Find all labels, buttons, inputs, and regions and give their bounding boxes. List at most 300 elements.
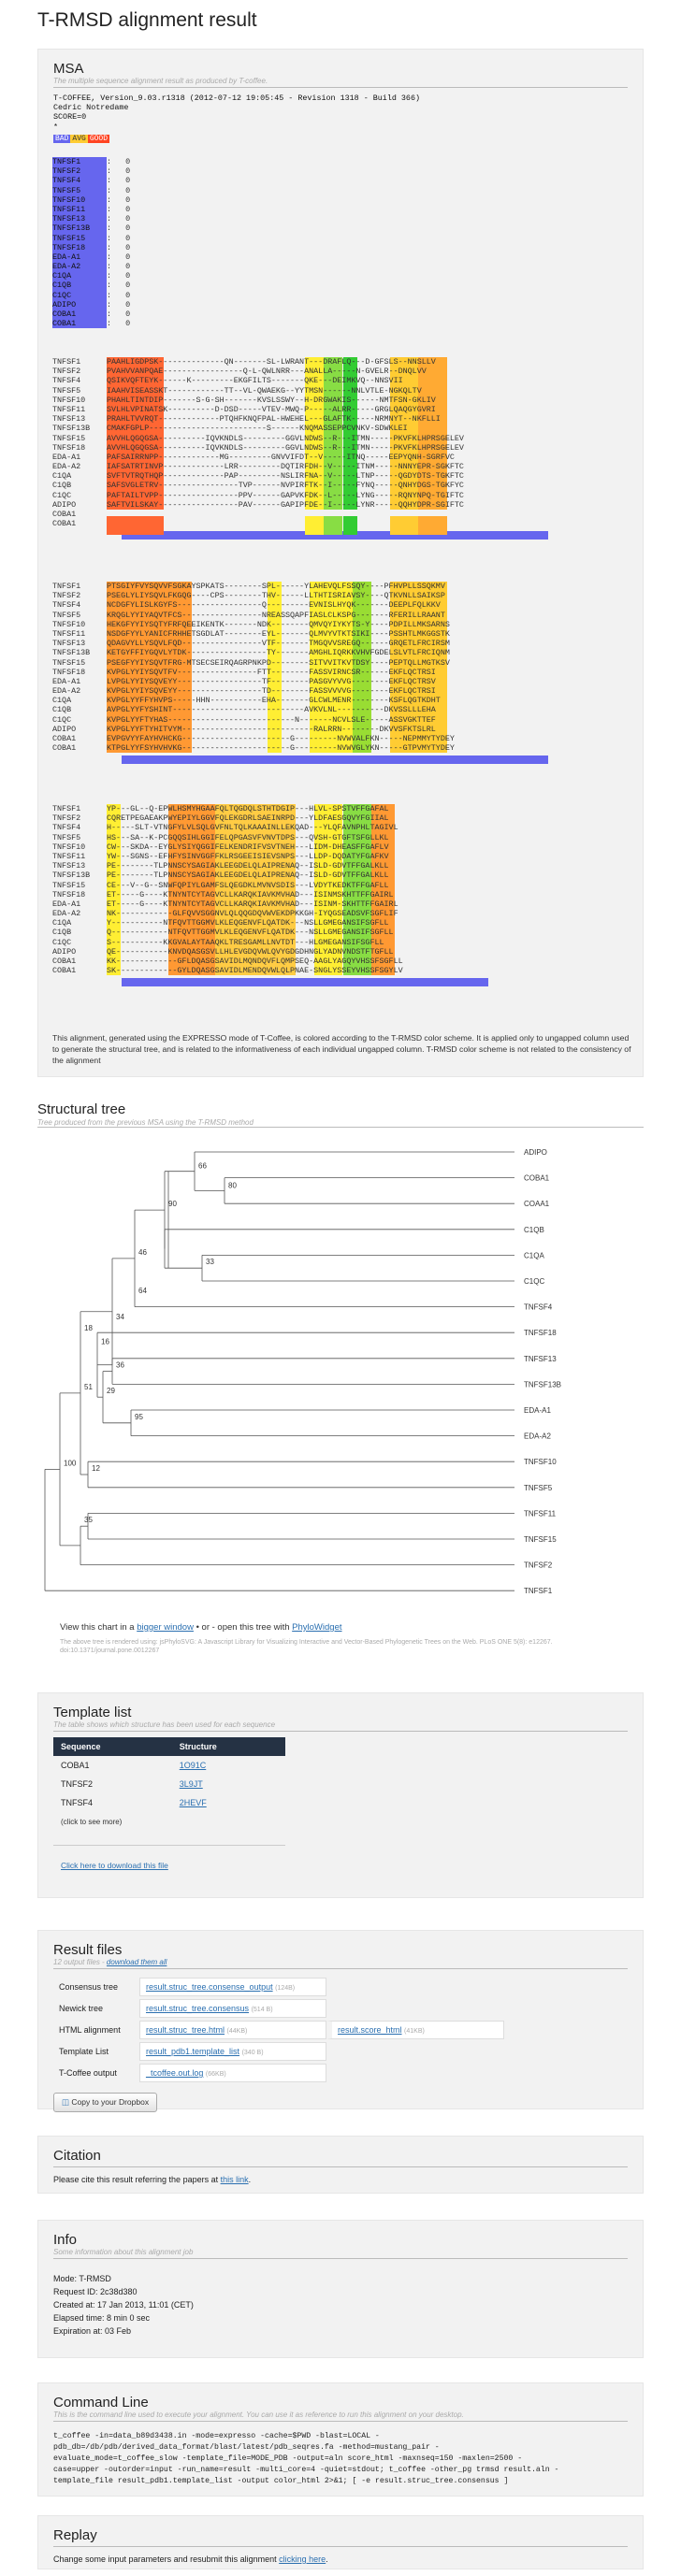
sequence-residues: QSIKVQFTEYK------K---------EKGFILTS-------QKE---DEIMKVQ--NNSVII <box>107 376 403 386</box>
sequence-residues: CW---SKDA--EYGLYSIYQGGIFELKENDRIFVSVTNEH---LIDM-DHEASFFGAFLV <box>107 842 389 852</box>
sequence-name: COBA1 <box>52 743 77 754</box>
alignment-row <box>52 899 488 909</box>
sequence-name: COBA1 <box>52 734 77 743</box>
info-elapsed: Elapsed time: 8 min 0 sec <box>53 2313 151 2323</box>
sequence-residues: PTSGIYFVYSQVVFSGKAYSPKATS--------SPL------YLAHEVQLFSSQY----PFHVPLLSSQKMV <box>107 582 445 591</box>
download-template-link[interactable]: Click here to download this file <box>61 1861 168 1870</box>
alignment-row <box>52 668 548 677</box>
sequence-residues: SAFTVILSKAY-----------------PAV------GAPIPFDE--I-----LYNR-----QQHYDPR-SGIFTC <box>107 499 464 510</box>
alignment-row <box>52 510 548 519</box>
msa-header-line: Cedric Notredame <box>53 103 129 113</box>
score-seq-name: TNFSF13 <box>52 214 107 223</box>
score-row <box>52 157 130 166</box>
sequence-name: TNFSF18 <box>52 889 86 899</box>
bigger-window-link[interactable]: bigger window <box>137 1622 194 1633</box>
msa-note: This alignment, generated using the EXPRESSO mode of T-Coffee, is colored according to the T-RMSD color scheme. It is applied only to ungapped column used to generate the structural tree, and is related to the informativeness of each individual ungapped column. T-RMSD color scheme is not related to the consistency of the alignment <box>52 1033 631 1065</box>
sequence-residues: SAFSVGLETRV-----------------TVP------NVPIRFTK--I-----FYNQ-----QNHYDGS-TGKFYC <box>107 481 464 491</box>
structure-link[interactable]: 1O91C <box>179 1761 207 1770</box>
sequence-residues: SK-------------GYLDQASGSAVIDLMENDQVWLQLPNAE-SNGLYSSEYVHSSFSGYLV <box>107 966 403 976</box>
sequence-name: TNFSF13B <box>52 871 91 881</box>
info-mode: Mode: T-RMSD <box>53 2274 111 2283</box>
sequence-name: TNFSF11 <box>52 404 86 414</box>
alignment-row <box>52 462 548 471</box>
score-value: : 0 <box>107 299 131 309</box>
alignment-row <box>52 696 548 705</box>
download-all-link[interactable]: download them all <box>106 1958 167 1966</box>
score-seq-name: TNFSF4 <box>52 176 107 185</box>
sequence-name: COBA1 <box>52 966 77 976</box>
msa-header-line: T-COFFEE, Version_9.03.r1318 (2012-07-12 19:05:45 - Revision 1318 - Build 366) <box>53 94 421 103</box>
score-seq-name: TNFSF2 <box>52 166 107 176</box>
score-row <box>52 166 130 176</box>
score-seq-name: TNFSF18 <box>52 243 107 252</box>
score-value: : 0 <box>107 252 131 262</box>
sequence-name: TNFSF15 <box>52 657 86 668</box>
sequence-name: EDA-A2 <box>52 686 81 697</box>
score-value: : 0 <box>107 319 131 329</box>
alignment-row <box>52 871 488 880</box>
score-value: : 0 <box>107 271 131 281</box>
score-value: : 0 <box>107 185 131 195</box>
sequence-residues: IAAHVISEASSKT------------TT--VL-QWAEKG--YYTMSN------NNLVTLE-NGKQLTV <box>107 385 422 396</box>
template-section <box>37 1692 644 1898</box>
seq-cell: COBA1 <box>61 1761 90 1770</box>
alignment-row <box>52 677 548 686</box>
results-count: 12 output files - <box>53 1958 107 1966</box>
bootstrap-value: 46 <box>138 1247 147 1257</box>
sequence-residues: KRQGLYYIYAQVTFCS-----------------NREASSQAPFIASLCLKSPG-------RFERILLRAANT <box>107 610 445 620</box>
citation-link[interactable]: this link <box>220 2175 249 2184</box>
score-row <box>52 252 130 262</box>
file-label: Template List <box>59 2047 109 2056</box>
tree-leaf-label: TNFSF18 <box>524 1329 557 1338</box>
sequence-residues: YP---GL--Q-EPWLHSMYHGAAFQLTQGDQLSTHTDGIP---HLVL-SPSTVFFGAFAL <box>107 804 389 813</box>
sequence-name: COBA1 <box>52 510 77 519</box>
tree-leaf-label: COBA1 <box>524 1173 550 1183</box>
command-text: t_coffee -in=data_b89d3438.in -mode=expresso -cache=$PWD -blast=LOCAL - pdb_db=/db/pdb/derived_data_format/blast/latest/pdb_seqres.fa -method=mustang_pair - evaluate_mode=t_coffee_slow -template_file=MODE_PDB -output=aln score_html -maxnseq=150 -maxlen=2500 - case=upper -outorder=input -run_name=result -multi_core=4 -quiet=stdout; t_coffee -other_pg trmsd result.aln - template_file result_pdb1.template_list -output color_html 2>&1; [ -e result.struc_tree.consensus ] <box>53 2432 559 2485</box>
msa-legend <box>53 135 628 143</box>
alignment-row <box>52 842 488 852</box>
score-value: : 0 <box>107 166 131 177</box>
conservation-highlight <box>418 424 446 433</box>
citation-section <box>37 2136 644 2194</box>
sequence-name: EDA-A1 <box>52 899 81 909</box>
alignment-row <box>52 443 548 453</box>
conservation-highlight <box>305 525 324 535</box>
score-row <box>52 223 130 233</box>
alignment-row <box>52 620 548 629</box>
conservation-highlight <box>107 525 164 535</box>
sequence-name: TNFSF13 <box>52 861 86 871</box>
score-value: : 0 <box>107 242 131 252</box>
file-link[interactable]: result.struc_tree.consense_output <box>146 1982 273 1992</box>
alignment-block-1 <box>52 357 548 540</box>
sequence-residues: H-----SLT-VTNGFYLVLSQLGVFNLTQLKAAAINLLEKQAD---YLQFAVNPHLTAGIVL <box>107 823 398 833</box>
info-expiration: Expiration at: 03 Feb <box>53 2326 132 2336</box>
dropbox-icon: ◫ <box>62 2097 70 2107</box>
score-value: : 0 <box>107 262 131 272</box>
alignment-row <box>52 833 488 842</box>
alignment-row <box>52 629 548 639</box>
sequence-name: C1QC <box>52 714 72 725</box>
sequence-name: EDA-A1 <box>52 452 81 462</box>
alignment-row <box>52 909 488 918</box>
table-row <box>53 2064 504 2082</box>
legend-bad: BAD <box>55 134 69 143</box>
sequence-name: TNFSF13 <box>52 639 86 649</box>
consensus-bar <box>122 756 548 764</box>
sequence-residues: KVPGLYYFTYHAS---------------------------N-------NCVLSLE-----ASSVGKTTEF <box>107 714 436 725</box>
sequence-residues: EVPGVYYFAYHVHCKG-----------------------G---------NVWVALFKN-----NEPMMYTYDEY <box>107 734 455 743</box>
command-subtitle: This is the command line used to execute your alignment. You can use it as reference to run this alignment on your desktop. <box>53 2411 628 2422</box>
tree-leaf-label: TNFSF11 <box>524 1509 557 1518</box>
conservation-highlight <box>324 525 342 535</box>
sequence-residues: NCDGFYLISLKGYFS------------------Q---------EVNISLHYQK-------DEEPLFQLKKV <box>107 600 441 611</box>
see-more[interactable]: (click to see more) <box>61 1818 123 1826</box>
sequence-name: TNFSF13B <box>52 648 91 658</box>
alignment-row <box>52 928 488 937</box>
alignment-row <box>52 396 548 405</box>
sequence-residues: IAFSATRTINVP-------------LRR---------DQTIRFDH--V-----ITNM-----NNNYEPR-SGKFTC <box>107 462 464 472</box>
alignment-row <box>52 743 548 753</box>
score-seq-name: TNFSF10 <box>52 195 107 205</box>
score-row <box>52 214 130 223</box>
alignment-row <box>52 367 548 376</box>
sequence-name: ADIPO <box>52 724 77 734</box>
score-seq-name: C1QA <box>52 271 107 281</box>
msa-header-line: SCORE=0 <box>53 112 87 122</box>
sequence-residues: NK------------GLFQVVSGGNVLQLQQGDQVWVEKDPKKGH-IYQGSEADSVFSGFLIF <box>107 909 398 919</box>
template-title: Template list <box>53 1705 132 1720</box>
seq-cell: TNFSF2 <box>61 1779 94 1789</box>
sequence-residues: AVVHLQGQGSA----------IQVKNDLS---------GGVLNDWS--R---ITMN-----PKVFKLHPRSGELEV <box>107 442 464 453</box>
alignment-row <box>52 611 548 620</box>
alignment-row <box>52 376 548 385</box>
alignment-row <box>52 414 548 424</box>
alignment-row <box>52 861 488 871</box>
alignment-row <box>52 881 488 890</box>
sequence-name: TNFSF2 <box>52 813 81 824</box>
col-sequence: Sequence <box>53 1737 172 1756</box>
bootstrap-value: 64 <box>138 1286 147 1295</box>
table-row <box>53 1775 285 1793</box>
replay-prefix: Change some input parameters and resubmit this alignment <box>53 2554 280 2564</box>
tree-view-prefix: View this chart in a <box>60 1622 138 1633</box>
msa-header-line: * <box>53 122 59 132</box>
tree-leaf-label: COAA1 <box>524 1200 550 1209</box>
file-link[interactable]: result.struc_tree.consensus <box>146 2004 250 2013</box>
conservation-highlight <box>418 376 446 385</box>
dropbox-button[interactable] <box>53 2093 157 2112</box>
conservation-highlight <box>418 386 446 396</box>
sequence-residues: KVPGLYYIYSQVTFV-----------------FTT--------FASSVIRNCSR------EKFLQCTRSI <box>107 667 436 677</box>
score-row <box>52 234 130 243</box>
alignment-block-2 <box>52 582 548 764</box>
citation-text: Please cite this result referring the papers at this link. <box>53 2175 252 2184</box>
file-link[interactable]: result.score_html <box>338 2025 402 2035</box>
score-row <box>52 176 130 185</box>
sequence-residues: QE-----------KNVDQASGSVLLHLEVGDQVWLQVYGDGDHNGLYADNVNDSTFTGFLL <box>107 946 394 957</box>
bootstrap-value: 16 <box>101 1337 109 1346</box>
sequence-name: TNFSF13 <box>52 414 86 425</box>
sequence-residues: NSDGFYYLYANICFRHHETSGDLAT--------EYL-------QLMVYVTKTSIKI----PSSHTLMKGGSTK <box>107 628 450 639</box>
sequence-name: C1QC <box>52 937 72 947</box>
score-seq-name: EDA-A2 <box>52 262 107 271</box>
score-seq-name: TNFSF11 <box>52 205 107 214</box>
results-section <box>37 1930 644 2109</box>
sequence-name: TNFSF10 <box>52 842 86 852</box>
alignment-row <box>52 658 548 668</box>
alignment-row <box>52 725 548 734</box>
phylowidget-link[interactable]: PhyloWidget <box>292 1622 342 1633</box>
score-value: : 0 <box>107 176 131 186</box>
alignment-row <box>52 357 548 367</box>
score-value: : 0 <box>107 223 131 234</box>
sequence-name: ADIPO <box>52 499 77 510</box>
info-section <box>37 2220 644 2358</box>
citation-prefix: Please cite this result referring the papers at <box>53 2175 221 2184</box>
structure-link[interactable]: 2HEVF <box>179 1798 207 1807</box>
alignment-row <box>52 600 548 610</box>
score-row <box>52 319 130 328</box>
sequence-residues: PHAHLTINTDIP-------S-G-SH-------KVSLSSWY--H-DRGWAKIS------NMTFSN-GKLIV <box>107 395 436 405</box>
alignment-row <box>52 434 548 443</box>
sequence-residues: CQRETPEGAEAKPWYEPIYLGGVFQLEKGDRLSAEINRPD---YLDFAESGQVYFGIIAL <box>107 813 389 824</box>
file-link[interactable]: result.struc_tree.html <box>146 2025 225 2035</box>
sequence-name: C1QB <box>52 928 72 938</box>
alignment-block-3 <box>52 804 488 986</box>
alignment-row <box>52 813 488 823</box>
sequence-name: C1QB <box>52 481 72 491</box>
sequence-residues: HS---SA--K-PCGQQSIHLGGIFELQPGASVFVNVTDPS---QVSH-GTGFTSFGLLKL <box>107 832 389 842</box>
file-label: HTML alignment <box>59 2025 121 2035</box>
score-row <box>52 205 130 214</box>
score-seq-name: C1QC <box>52 291 107 300</box>
sequence-residues: KK-------------GFLDQASGSAVIDLMQNDQVFLQMPSEQ-AAGLYAGQYVHSSFSGFLL <box>107 957 403 966</box>
command-section <box>37 2382 644 2497</box>
sequence-residues: PSEGFYYIYSQVTFRG-MTSECSEIRQAGRPNKPD--------SITVVITKVTDSY----PEPTQLLMGTKSV <box>107 657 450 668</box>
alignment-row <box>52 481 548 490</box>
alignment-row <box>52 591 548 600</box>
sequence-residues: S-----------KKGVALAYTAAQKLTRESGAMLLNVTDT---HLGMEGANSIFSGFLL <box>107 937 384 947</box>
alignment-row <box>52 734 548 743</box>
alignment-row <box>52 966 488 975</box>
score-seq-name: COBA1 <box>52 319 107 328</box>
bootstrap-value: 34 <box>116 1312 124 1321</box>
file-link[interactable]: result_pdb1.template_list <box>146 2047 240 2056</box>
sequence-residues: CMAKFGPLP-------------------------S------KNQMASSEPPCVNKV-SDWKLEI <box>107 424 408 434</box>
alignment-row <box>52 405 548 414</box>
alignment-row <box>52 648 548 657</box>
sequence-residues: PVAHVVANPQAE-----------------Q-L-QWLNRR---ANALLA-----N-GVELR--DNQLVV <box>107 367 427 377</box>
score-row <box>52 309 130 319</box>
sequence-name: C1QA <box>52 696 72 706</box>
bootstrap-value: 35 <box>84 1516 93 1525</box>
sequence-name: C1QC <box>52 490 72 500</box>
sequence-name: TNFSF11 <box>52 628 86 639</box>
tree-leaf-label: TNFSF2 <box>524 1561 553 1570</box>
tree-leaf-label: TNFSF5 <box>524 1483 553 1492</box>
alignment-row <box>52 639 548 648</box>
alignment-row <box>52 386 548 396</box>
score-value: : 0 <box>107 157 131 166</box>
results-table <box>53 1975 504 2085</box>
structural-tree[interactable] <box>37 1130 644 1616</box>
score-row <box>52 281 130 290</box>
score-row <box>52 186 130 195</box>
score-row <box>52 243 130 252</box>
results-subtitle <box>53 1958 628 1969</box>
alignment-row <box>52 582 548 591</box>
score-value: : 0 <box>107 290 131 300</box>
score-seq-name: C1QB <box>52 281 107 290</box>
table-row <box>53 2021 504 2039</box>
tree-title: Structural tree <box>37 1101 126 1117</box>
sequence-name: TNFSF1 <box>52 804 81 813</box>
table-row <box>53 1978 504 1996</box>
tree-leaf-label: TNFSF13B <box>524 1380 562 1389</box>
sequence-residues: KVPGLYYFFYHVPS-----HHN-----------EHA-------GLCWLMENR--------KSFLQGTKDHT <box>107 696 441 706</box>
tree-leaf-label: EDA-A2 <box>524 1432 551 1441</box>
file-link[interactable]: _tcoffee.out.log <box>146 2068 204 2078</box>
score-block <box>52 157 130 328</box>
table-row <box>53 1999 504 2018</box>
replay-title: Replay <box>53 2527 97 2543</box>
alignment-row <box>52 424 548 433</box>
legend-good: GOOD <box>89 134 109 143</box>
score-row <box>52 291 130 300</box>
sequence-residues: PSEGLYLIYSQVLFKGQG----CPS--------THV------LLTHTISRIAVSY----QTKVNLLSAIKSP <box>107 591 445 601</box>
file-size: (66KB) <box>205 2071 226 2078</box>
legend-avg: AVG <box>72 134 86 143</box>
sequence-residues: LVPGLYYIYSQVEYY------------------TF--------PASGVYVVG--------EKFLQCTRSV <box>107 676 436 686</box>
sequence-residues: ET-----G----KTNYNTCYTAGVCLLKARQKIAVKMVHAD---ISINMSKHTTFFGAIRL <box>107 889 394 899</box>
tree-leaf-label: C1QB <box>524 1225 544 1234</box>
replay-text: Change some input parameters and resubmit this alignment clicking here. <box>53 2554 328 2564</box>
sequence-name: TNFSF1 <box>52 357 81 367</box>
sequence-residues: PAAHLIGDPSK--------------QN-------SL-LWRANT---DRAFLQ---D-GFSLS--NNSLLV <box>107 357 436 367</box>
sequence-name: TNFSF10 <box>52 395 86 405</box>
sequence-residues: KVPGLYYFTYHITVYM----------------------------RALRRN--------DKVVSFKTSLRL <box>107 724 436 734</box>
sequence-name: C1QB <box>52 705 72 715</box>
info-request-id: Request ID: 2c38d380 <box>53 2287 138 2296</box>
sequence-residues: KETGYFFIYGQVLYTDK-----------------TY-------AMGHLIQRKKVHVFGDELSLVTLFRCIQNM <box>107 648 450 658</box>
sequence-residues: SVFTVTRQTHQP-------------PAP---------NSLIRFNA--V-----LTNP-----QGDYDTS-TGKFTC <box>107 471 464 482</box>
sequence-name: COBA1 <box>52 957 77 966</box>
sequence-name: EDA-A2 <box>52 462 81 472</box>
sequence-name: TNFSF4 <box>52 823 81 833</box>
bootstrap-value: 33 <box>206 1258 214 1267</box>
bootstrap-value: 12 <box>92 1464 100 1473</box>
file-size: (44KB) <box>226 2028 248 2035</box>
alignment-row <box>52 705 548 714</box>
structure-link[interactable]: 3L9JT <box>179 1779 203 1789</box>
score-value: : 0 <box>107 281 131 291</box>
score-seq-name: ADIPO <box>52 300 107 309</box>
sequence-residues: PAFSAIRRNPP-------------MG---------GNVVIFDT--V-----ITNQ-----EEPYQNH-SGRFVC <box>107 452 455 462</box>
sequence-name: TNFSF2 <box>52 591 81 601</box>
tree-leaf-label: TNFSF13 <box>524 1354 557 1363</box>
sequence-name: TNFSF4 <box>52 600 81 611</box>
file-label: Consensus tree <box>59 1982 119 1992</box>
sequence-residues: AVPGLYYFYSHINT----------------------------AVKVLNL----------DKVSSLLLEHA <box>107 705 436 715</box>
file-size: (124B) <box>275 1985 296 1992</box>
table-row <box>53 1793 285 1812</box>
seq-cell: TNFSF4 <box>61 1798 94 1807</box>
tree-leaf-label: TNFSF1 <box>524 1587 553 1596</box>
score-value: : 0 <box>107 309 131 319</box>
tree-view-line <box>60 1622 342 1633</box>
info-subtitle: Some information about this alignment job <box>53 2248 628 2259</box>
sequence-name: TNFSF5 <box>52 610 81 620</box>
bootstrap-value: 100 <box>64 1459 77 1468</box>
tree-leaf-label: C1QC <box>524 1277 545 1286</box>
sequence-name: TNFSF5 <box>52 832 81 842</box>
alignment-row <box>52 947 488 957</box>
conservation-highlight <box>390 525 418 535</box>
tree-view-mid: • or - open this tree with <box>193 1622 293 1633</box>
info-created: Created at: 17 Jan 2013, 11:01 (CET) <box>53 2300 194 2310</box>
results-title: Result files <box>53 1942 123 1958</box>
table-row <box>53 2042 504 2061</box>
sequence-residues: CE---V--G--SNWFQPIYLGAMFSLQEGDKLMVNVSDIS---LVDYTKEDKTFFGAFLL <box>107 880 389 890</box>
sequence-name: ADIPO <box>52 946 77 957</box>
score-value: : 0 <box>107 214 131 224</box>
tree-leaf-label: ADIPO <box>524 1148 547 1157</box>
tree-leaf-label: TNFSF10 <box>524 1458 557 1467</box>
alignment-row <box>52 890 488 899</box>
sequence-name: EDA-A1 <box>52 676 81 686</box>
bootstrap-value: 66 <box>198 1161 207 1171</box>
alignment-row <box>52 453 548 462</box>
score-seq-name: TNFSF5 <box>52 186 107 195</box>
sequence-residues: PE--------TLPNNSCYSAGIAKLEEGDELQLAIPRENAQ--ISLD-GDVTFFGALKLL <box>107 861 389 871</box>
score-seq-name: TNFSF13B <box>52 223 107 233</box>
alignment-row <box>52 500 548 510</box>
file-label: Newick tree <box>59 2004 104 2013</box>
sequence-name: TNFSF15 <box>52 433 86 443</box>
alignment-row <box>52 686 548 696</box>
sequence-residues: SVLHLVPINATSK----------D-DSD-----VTEV-MWQ-P-----ALRR-----GRGLQAQGYGVRI <box>107 404 436 414</box>
sequence-name: TNFSF2 <box>52 367 81 377</box>
sequence-residues: AVVHLQGQGSA----------IQVKNDLS---------GGVLNDWS--R---ITMN-----PKVFKLHPRSGELEV <box>107 433 464 443</box>
sequence-residues: Y-----------NTFQVTTGGMVLKLEQGENVFLQATDK---NSLLGMEGANSIFSGFLL <box>107 918 389 928</box>
alignment-row <box>52 491 548 500</box>
command-title: Command Line <box>53 2395 149 2411</box>
msa-subtitle: The multiple sequence alignment result as produced by T-coffee. <box>53 77 628 88</box>
template-subtitle: The table shows which structure has been used for each sequence <box>53 1720 628 1732</box>
bootstrap-value: 51 <box>84 1382 93 1391</box>
sequence-name: TNFSF5 <box>52 385 81 396</box>
bootstrap-value: 18 <box>84 1323 93 1332</box>
replay-section <box>37 2515 644 2569</box>
sequence-residues: PRAHLTVVRQT-------------PTQHFKNQFPAL-HWEHEL---GLAFTK-----NRMNYT--NKFLLI <box>107 414 441 425</box>
sequence-name: C1QA <box>52 471 72 482</box>
bootstrap-value: 95 <box>135 1412 143 1421</box>
score-seq-name: COBA1 <box>52 309 107 319</box>
alignment-row <box>52 938 488 947</box>
sequence-residues: QDAGVYLLYSQVLFQD-----------------VTF-------TMGQVVSREGQ------GRQETLFRCIRSM <box>107 639 450 649</box>
score-value: : 0 <box>107 194 131 205</box>
sequence-residues: ET-----G----KTNYNTCYTAGVCLLKARQKIAVKMVHAD---ISINM-SKHTTFFGAIRL <box>107 899 398 909</box>
sequence-name: TNFSF18 <box>52 442 86 453</box>
score-row <box>52 300 130 309</box>
sequence-residues: HEKGFYYIYSQTYFRFQEEIKENTK-------NDK--------QMVQYIYKYTS-Y----PDPILLMKSARNS <box>107 619 450 629</box>
sequence-name: TNFSF10 <box>52 619 86 629</box>
tree-subtitle: Tree produced from the previous MSA using the T-RMSD method <box>37 1118 644 1128</box>
replay-link[interactable]: clicking here <box>279 2554 326 2564</box>
sequence-residues: KVPGLYYIYSQVEYY------------------TD--------FASSVVVVG--------EKFLQCTRSI <box>107 686 436 697</box>
